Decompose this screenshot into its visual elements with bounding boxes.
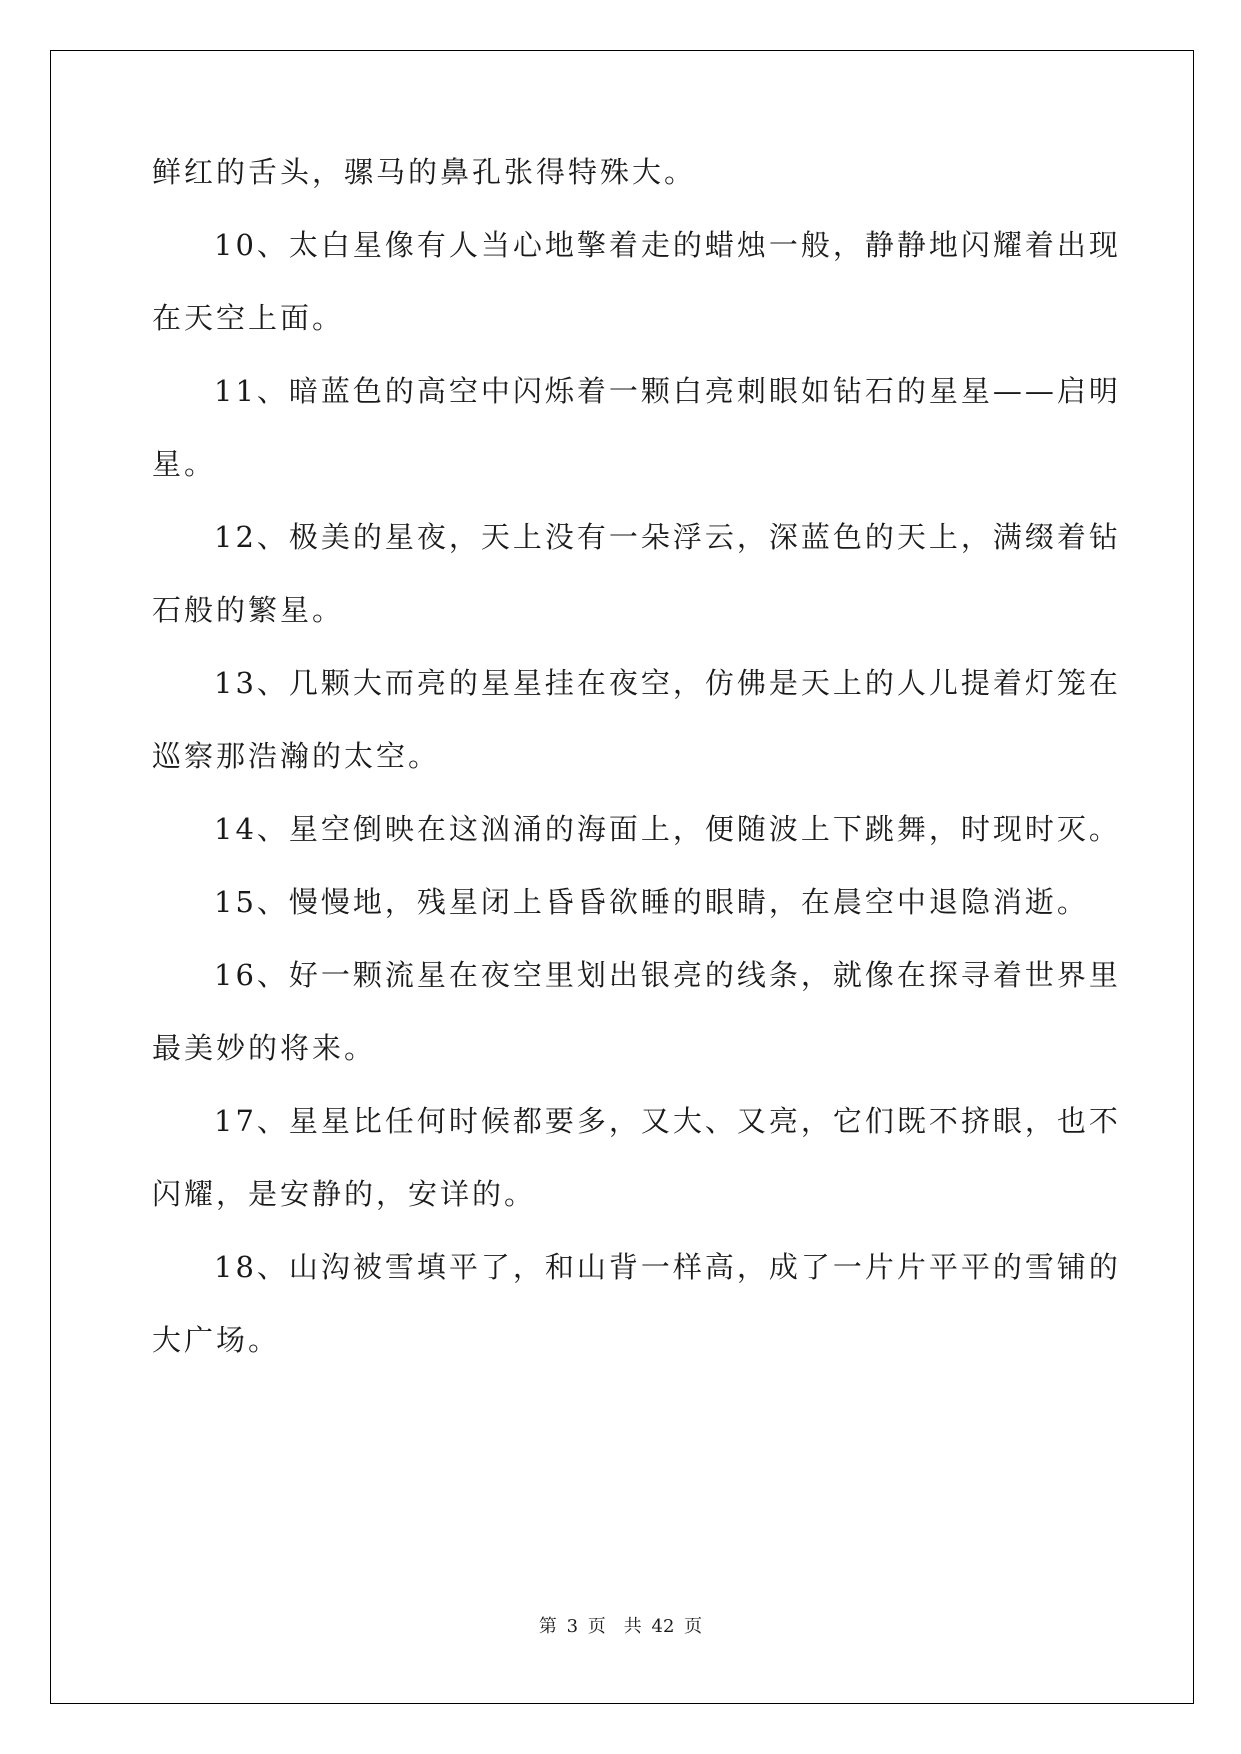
text-line: 最美妙的将来。 <box>152 1031 377 1065</box>
text-line: 鲜红的舌头，骡马的鼻孔张得特殊大。 <box>152 155 697 189</box>
text-line: 在天空上面。 <box>152 301 345 335</box>
text-line: 石般的繁星。 <box>152 593 345 627</box>
text-line: 16、好一颗流星在夜空里划出银亮的线条，就像在探寻着世界里 <box>214 958 1121 992</box>
text-line: 10、太白星像有人当心地擎着走的蜡烛一般，静静地闪耀着出现 <box>214 228 1121 262</box>
text-line: 17、星星比任何时候都要多，又大、又亮，它们既不挤眼，也不 <box>214 1104 1121 1138</box>
text-line: 15、慢慢地，残星闭上昏昏欲睡的眼睛，在晨空中退隐消逝。 <box>214 885 1089 919</box>
text-line: 11、暗蓝色的高空中闪烁着一颗白亮刺眼如钻石的星星——启明 <box>214 374 1121 408</box>
text-line: 13、几颗大而亮的星星挂在夜空，仿佛是天上的人儿提着灯笼在 <box>214 666 1121 700</box>
text-line: 14、星空倒映在这汹涌的海面上，便随波上下跳舞，时现时灭。 <box>214 812 1121 846</box>
page-number-footer: 第 3 页 共 42 页 <box>538 1616 703 1637</box>
text-line: 18、山沟被雪填平了，和山背一样高，成了一片片平平的雪铺的 <box>214 1250 1121 1284</box>
text-line: 巡察那浩瀚的太空。 <box>152 739 441 773</box>
text-line: 星。 <box>152 447 217 481</box>
text-line: 闪耀，是安静的，安详的。 <box>152 1177 537 1211</box>
text-line: 大广场。 <box>152 1323 281 1357</box>
text-line: 12、极美的星夜，天上没有一朵浮云，深蓝色的天上，满缀着钻 <box>214 520 1121 554</box>
